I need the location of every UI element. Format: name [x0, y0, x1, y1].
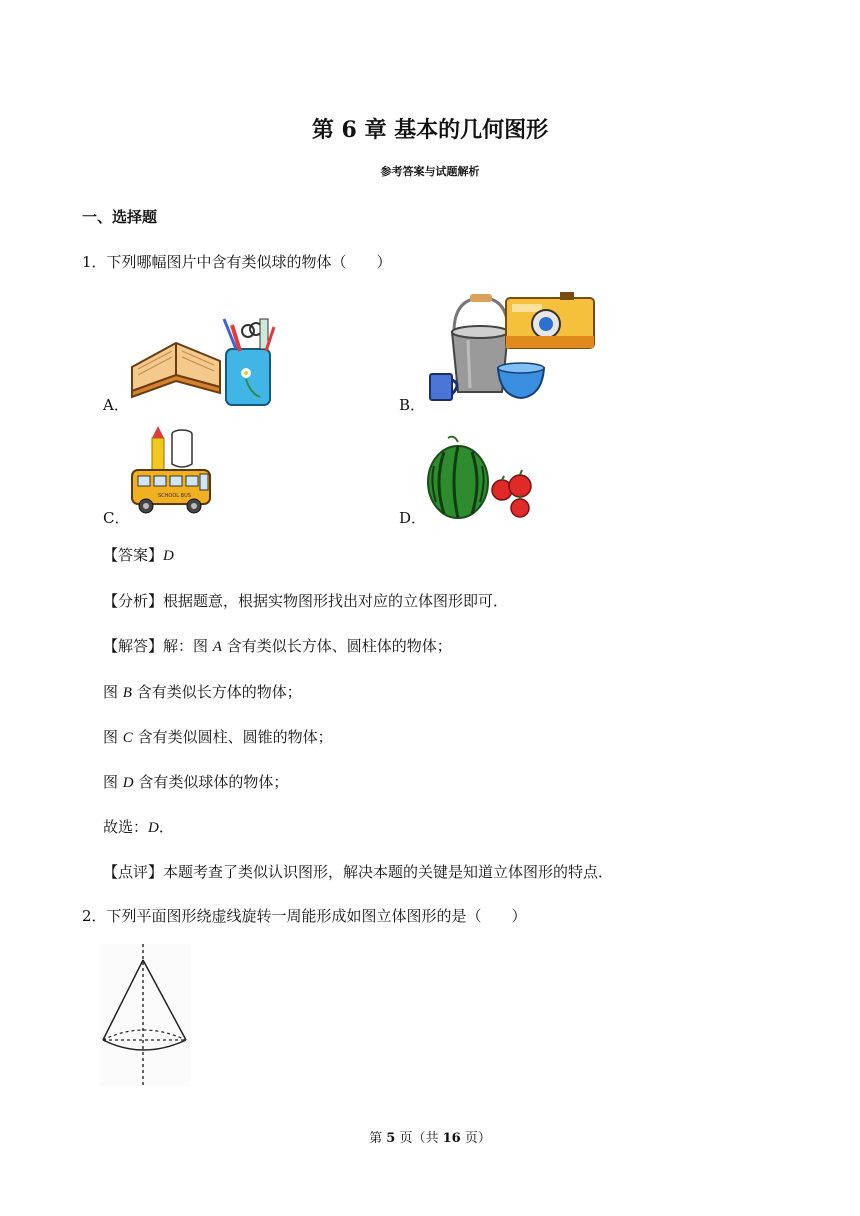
option-c-label: C．: [103, 509, 130, 527]
question-2-stem: 2．下列平面图形绕虚线旋转一周能形成如图立体图形的是（ ）: [82, 907, 527, 925]
answer-prefix: 【答案】: [103, 546, 164, 564]
page-footer: 第 5 页（共 16 页）: [369, 1131, 491, 1146]
option-d-label: D．: [399, 509, 427, 527]
pencil-icon: [152, 426, 164, 470]
bowl-icon: [498, 363, 544, 398]
answer-value: D: [163, 548, 174, 564]
solution-line-3: 图 C 含有类似圆柱、圆锥的物体；: [103, 728, 333, 746]
question-1-stem: 1．下列哪幅图片中含有类似球的物体（ ）: [82, 253, 392, 271]
option-c-image[interactable]: [128, 424, 216, 520]
mug-icon: [430, 374, 457, 400]
option-d-image[interactable]: [424, 432, 540, 520]
cone-figure: [100, 944, 190, 1086]
analysis-line: 【分析】根据题意，根据实物图形找出对应的立体图形即可．: [103, 592, 509, 610]
answer-line: [103, 544, 174, 565]
option-b-label: B．: [399, 396, 426, 414]
solution-line-2: 图 B 含有类似长方体的物体；: [103, 683, 302, 701]
pen-cup-icon: [224, 319, 274, 405]
page-title: 第 6 章 基本的几何图形: [311, 117, 549, 143]
section-heading: 一、选择题: [82, 208, 158, 226]
option-b-image[interactable]: [424, 292, 602, 410]
option-a-image[interactable]: [128, 315, 278, 407]
option-a-label: A．: [103, 396, 129, 414]
solution-line-4: 图 D 含有类似球体的物体；: [103, 773, 289, 791]
watermelon-icon: [428, 437, 488, 518]
book-icon: [132, 343, 220, 397]
apple-icon: [492, 470, 531, 517]
solution-line-5: 故选：D．: [103, 818, 174, 836]
camera-icon: [506, 292, 594, 348]
cylinder-icon: [172, 430, 192, 467]
solution-line-1: 【解答】解：图 A 含有类似长方体、圆柱体的物体；: [103, 637, 452, 655]
bus-icon: [132, 470, 210, 513]
total-pages: 16: [442, 1131, 461, 1146]
bus-text: SCHOOL BUS: [158, 493, 191, 499]
page-subtitle: 参考答案与试题解析: [380, 165, 480, 178]
comment-line: 【点评】本题考查了类似认识图形，解决本题的关键是知道立体图形的特点．: [103, 863, 614, 881]
page-number: 5: [386, 1131, 396, 1146]
